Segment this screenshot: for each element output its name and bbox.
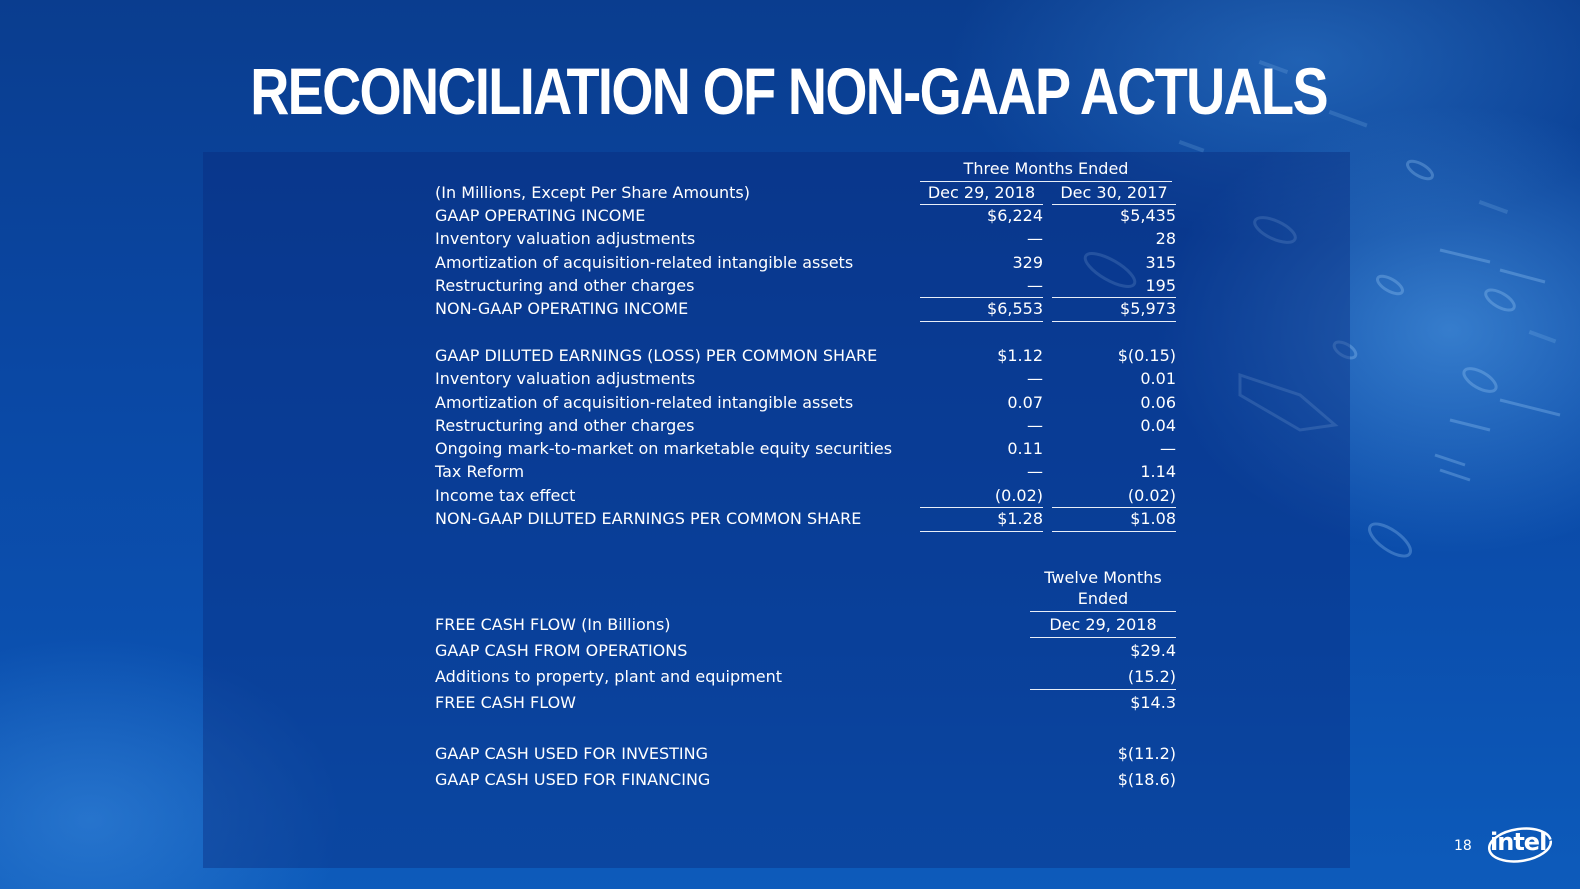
- value-2017: $(0.15): [1117, 346, 1176, 365]
- row-label: GAAP CASH FROM OPERATIONS: [435, 641, 688, 660]
- value-2017: (0.02): [1127, 486, 1176, 505]
- total-rule: [1052, 321, 1176, 322]
- total-rule: [920, 531, 1043, 532]
- value-2017: 28: [1155, 229, 1176, 248]
- twelve-months-header: Twelve Months: [1044, 568, 1162, 587]
- value-2017: 195: [1145, 276, 1176, 295]
- units-label: FREE CASH FLOW (In Billions): [435, 615, 671, 634]
- subtotal-rule: [1030, 689, 1176, 690]
- twelve-months-header-line2: Ended: [1077, 589, 1129, 608]
- value-2017: $5,973: [1120, 299, 1176, 318]
- value-annual: $(11.2): [1117, 744, 1176, 763]
- row-label: Inventory valuation adjustments: [435, 369, 696, 388]
- row-label: Amortization of acquisition-related intangible assets: [435, 393, 854, 412]
- value-2018: —: [1027, 229, 1043, 248]
- table-row: [0, 205, 1580, 227]
- table-row: [0, 228, 1580, 250]
- col-header-annual: Dec 29, 2018: [1049, 615, 1157, 634]
- value-2017: —: [1160, 439, 1176, 458]
- header-rule: [1030, 611, 1176, 612]
- col-header-2017: Dec 30, 2017: [1060, 183, 1168, 202]
- value-2017: 1.14: [1140, 462, 1176, 481]
- value-2018: —: [1027, 276, 1043, 295]
- row-label: Additions to property, plant and equipment: [435, 667, 782, 686]
- table-row: [0, 666, 1580, 688]
- table-row: [0, 368, 1580, 390]
- value-2018: —: [1027, 369, 1043, 388]
- three-months-header: Three Months Ended: [963, 159, 1129, 178]
- row-label: Ongoing mark-to-market on marketable equity securities: [435, 439, 893, 458]
- value-2018: $6,553: [987, 299, 1043, 318]
- row-label: GAAP DILUTED EARNINGS (LOSS) PER COMMON SHARE: [435, 346, 878, 365]
- value-2018: —: [1027, 416, 1043, 435]
- total-rule: [920, 321, 1043, 322]
- value-2017: 315: [1145, 253, 1176, 272]
- row-label: NON-GAAP DILUTED EARNINGS PER COMMON SHARE: [435, 509, 862, 528]
- table-row: [0, 415, 1580, 437]
- total-rule: [1052, 531, 1176, 532]
- row-label: Restructuring and other charges: [435, 416, 695, 435]
- value-2018: (0.02): [994, 486, 1043, 505]
- units-label: (In Millions, Except Per Share Amounts): [435, 183, 750, 202]
- slide-title: RECONCILIATION OF NON-GAAP ACTUALS: [250, 54, 1327, 128]
- value-2018: 0.11: [1007, 439, 1043, 458]
- value-2018: —: [1027, 462, 1043, 481]
- table-row: [0, 345, 1580, 367]
- value-2018: $1.12: [997, 346, 1043, 365]
- value-2018: $6,224: [987, 206, 1043, 225]
- value-2018: 0.07: [1007, 393, 1043, 412]
- table-row: [0, 392, 1580, 414]
- intel-logo: intel: [1490, 828, 1547, 856]
- row-label: GAAP CASH USED FOR FINANCING: [435, 770, 711, 789]
- table-row: [0, 252, 1580, 274]
- value-2017: $1.08: [1130, 509, 1176, 528]
- col-header-2018: Dec 29, 2018: [927, 183, 1036, 202]
- value-2018: 329: [1012, 253, 1043, 272]
- row-label: NON-GAAP OPERATING INCOME: [435, 299, 689, 318]
- value-2017: 0.01: [1140, 369, 1176, 388]
- row-label: FREE CASH FLOW: [435, 693, 576, 712]
- row-label: Amortization of acquisition-related intangible assets: [435, 253, 854, 272]
- table-row-total: [0, 508, 1580, 530]
- table-row-total: [0, 298, 1580, 320]
- row-label: Tax Reform: [435, 462, 525, 481]
- table-row: [0, 769, 1580, 791]
- row-label: GAAP CASH USED FOR INVESTING: [435, 744, 708, 763]
- units-row: [0, 182, 1580, 204]
- value-2018: $1.28: [997, 509, 1043, 528]
- units-row: [0, 614, 1580, 636]
- value-2017: $5,435: [1120, 206, 1176, 225]
- table-row: [0, 438, 1580, 460]
- table-row: [0, 743, 1580, 765]
- value-annual: $(18.6): [1117, 770, 1176, 789]
- value-2017: 0.04: [1140, 416, 1176, 435]
- value-annual: (15.2): [1127, 667, 1176, 686]
- table-row: [0, 461, 1580, 483]
- value-annual: $14.3: [1130, 693, 1176, 712]
- page-number: 18: [1454, 838, 1472, 854]
- table-row: [0, 640, 1580, 662]
- table-row-total: [0, 692, 1580, 714]
- table-row: [0, 275, 1580, 297]
- value-2017: 0.06: [1140, 393, 1176, 412]
- row-label: GAAP OPERATING INCOME: [435, 206, 646, 225]
- table-row: [0, 485, 1580, 507]
- row-label: Inventory valuation adjustments: [435, 229, 696, 248]
- value-annual: $29.4: [1130, 641, 1176, 660]
- row-label: Income tax effect: [435, 486, 576, 505]
- row-label: Restructuring and other charges: [435, 276, 695, 295]
- col-rule: [1030, 637, 1176, 638]
